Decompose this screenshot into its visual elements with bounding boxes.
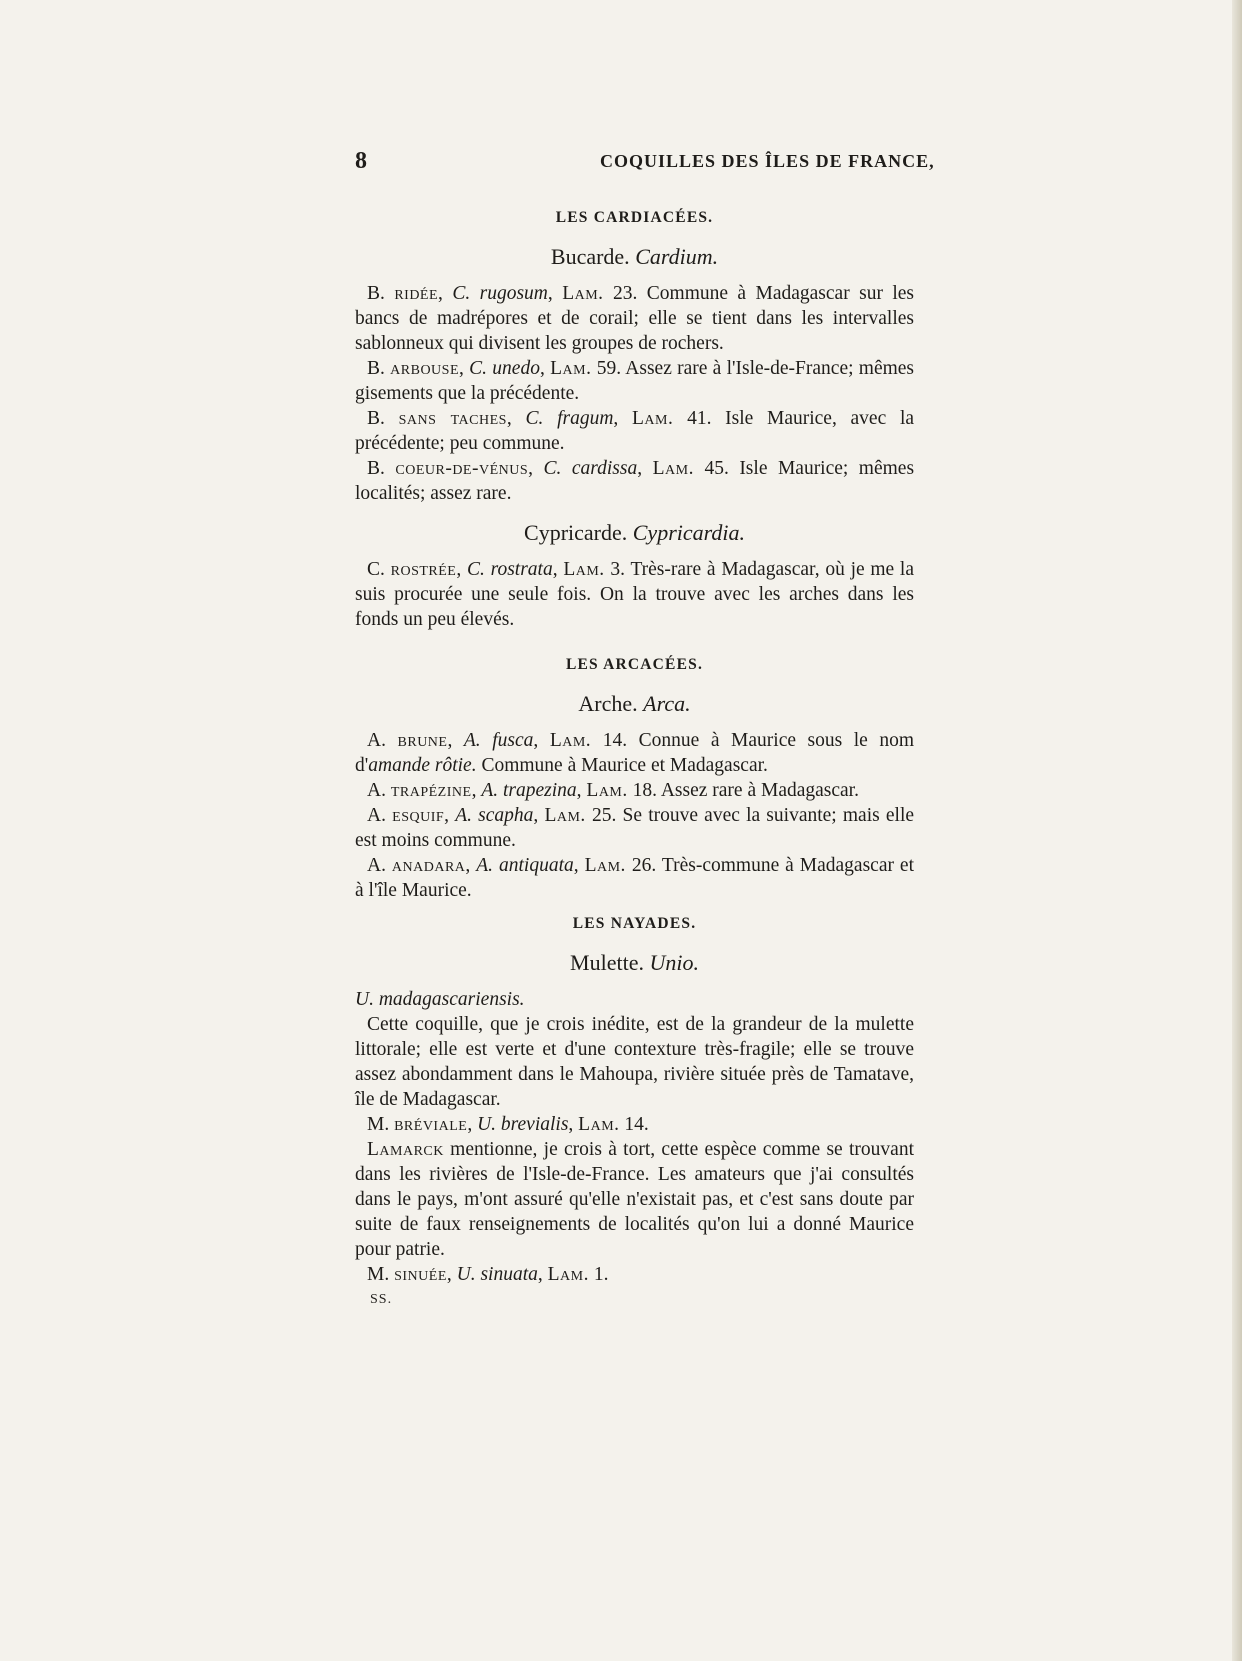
lamarck-note: Lamarck mentionne, je crois à tort, cette espèce comme se trouvant dans les rivières de l'Isle-de-France. Les amateurs que j'ai consultés dans le pays, m'ont assuré qu'elle n'existait pas, et c'est sans doute par suite de faux renseignements de localités qu'on lui a donné Maurice pour patrie. (355, 1139, 914, 1260)
section-heading-nayades: LES NAYADES. (572, 915, 697, 932)
genus-heading-cypricarde: Cypricarde. Cypricardia. (524, 520, 745, 545)
species-entry-trapezine: A. trapézine, A. trapezina, Lam. 18. Assez rare à Madagascar. (367, 780, 859, 801)
genus-heading-mulette: Mulette. Unio. (570, 950, 699, 975)
section-heading-cardiacees: LES CARDIACÉES. (555, 209, 714, 226)
page-content (355, 205, 914, 1312)
genus-heading-bucarde: Bucarde. Cardium. (550, 244, 719, 269)
species-description-madagascariensis: Cette coquille, que je crois inédite, est de la grandeur de la mulette littorale; elle est verte et d'une contexture très-fragile; elle se trouve assez abondamment dans le Mahoupa, rivière située près de Tamatave, île de Madagascar. (355, 1014, 914, 1110)
species-entry-esquif: A. esquif, A. scapha, Lam. 25. Se trouve avec la suivante; mais elle est moins commune. (355, 805, 915, 851)
page-number: 8 (355, 148, 367, 174)
species-entry-ridee: B. ridée, C. rugosum, Lam. 23. Commune à Madagascar sur les bancs de madrépores et de corail; elle se tient dans les intervalles sablonneux qui divisent les groupes de rochers. (355, 283, 915, 354)
signature-mark: SS. (370, 1292, 393, 1307)
species-entry-coeur-de-venus: B. coeur-de-vénus, C. cardissa, Lam. 45. Isle Maurice; mêmes localités; assez rare. (355, 458, 915, 504)
species-entry-brune: A. brune, A. fusca, Lam. 14. Connue à Maurice sous le nom d'amande rôtie. Commune à Maurice et Madagascar. (355, 730, 915, 776)
species-entry-sinuee: M. sinuée, U. sinuata, Lam. 1. (367, 1264, 609, 1285)
page-header (355, 148, 935, 178)
section-heading-arcacees: LES ARCACÉES. (565, 656, 704, 673)
species-entry-arbouse: B. arbouse, C. unedo, Lam. 59. Assez rare à l'Isle-de-France; mêmes gisements que la précédente. (355, 358, 915, 404)
species-entry-breviale: M. bréviale, U. brevialis, Lam. 14. (367, 1114, 649, 1135)
genus-heading-arche: Arche. Arca. (578, 691, 691, 716)
species-name-madagascariensis: U. madagascariensis. (355, 989, 525, 1010)
page-edge (1232, 0, 1242, 1661)
species-entry-anadara: A. anadara, A. antiquata, Lam. 26. Très-commune à Madagascar et à l'île Maurice. (355, 855, 915, 901)
species-entry-sans-taches: B. sans taches, C. fragum, Lam. 41. Isle Maurice, avec la précédente; peu commune. (355, 408, 915, 454)
running-title: COQUILLES DES ÎLES DE FRANCE, (600, 151, 935, 171)
species-entry-rostree: C. rostrée, C. rostrata, Lam. 3. Très-rare à Madagascar, où je me la suis procurée une seule fois. On la trouve avec les arches dans les fonds un peu élevés. (355, 559, 915, 630)
